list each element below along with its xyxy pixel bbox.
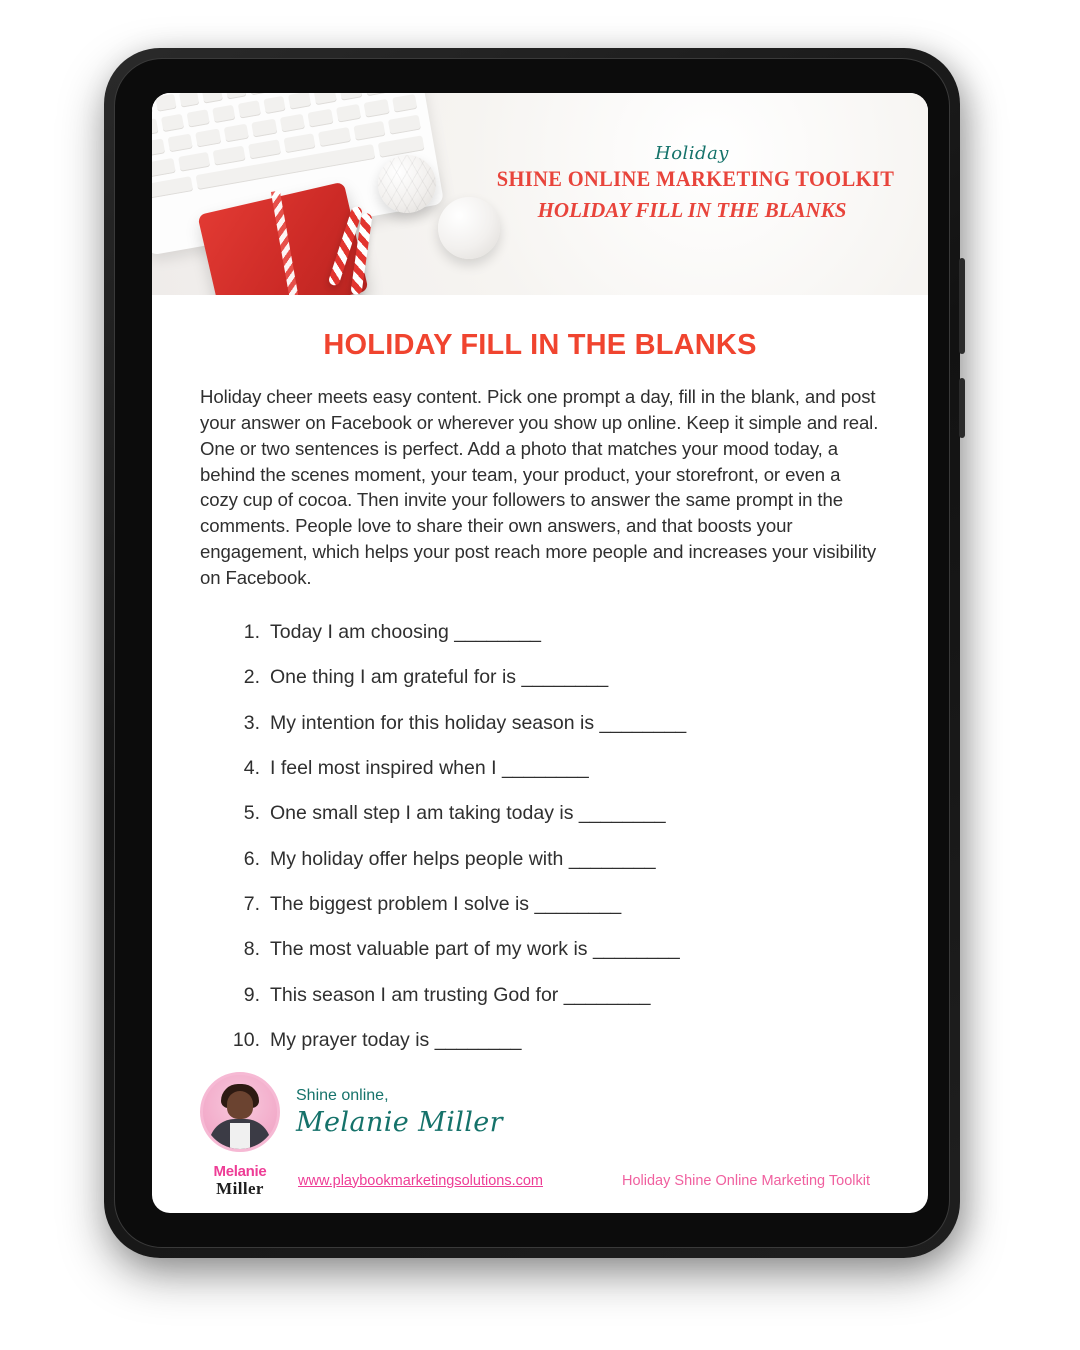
document-footer — [152, 1072, 928, 1213]
white-ornament-icon — [378, 155, 436, 213]
brand-logo-last-name: Miller — [200, 1180, 280, 1197]
power-button[interactable] — [959, 378, 965, 438]
list-item: My holiday offer helps people with ________ — [270, 847, 656, 870]
list-item: My prayer today is ________ — [270, 1029, 522, 1052]
intro-paragraph: Holiday cheer meets easy content. Pick one prompt a day, fill in the blank, and post your answer on Facebook or wherever you show up online. Keep it simple and real. One or two sentences is perfect. Add a photo that matches your mood today, a behind the scenes moment, your team, your product, your storefront, or even a cozy cup of cocoa. Then invite your followers to answer the same prompt in the comments. People love to share their own answers, and that boosts your engagement, which helps your post reach more people and increases your visibility on Facebook. — [200, 386, 879, 588]
list-item: My intention for this holiday season is ________ — [270, 711, 687, 734]
list-item: This season I am trusting God for ________ — [270, 983, 651, 1006]
brand-logo-first-name: Melanie — [213, 1163, 267, 1180]
hero-script-label: Holiday — [655, 143, 729, 164]
footer-toolkit-label: Holiday Shine Online Marketing Toolkit — [622, 1172, 870, 1189]
signature-name: Melanie Miller — [296, 1106, 503, 1138]
footer-bottom-row — [200, 1164, 880, 1197]
avatar — [200, 1072, 280, 1152]
list-item: One small step I am taking today is ________ — [270, 802, 666, 825]
volume-button[interactable] — [959, 258, 965, 354]
document-body — [152, 295, 928, 1053]
hero-subtitle: HOLIDAY FILL IN THE BLANKS — [537, 198, 847, 222]
hero-title-block — [482, 143, 902, 223]
signature-row — [200, 1072, 880, 1152]
list-item: I feel most inspired when I ________ — [270, 756, 589, 779]
hero-main-title: SHINE ONLINE MARKETING TOOLKIT — [496, 166, 895, 191]
page-title: HOLIDAY FILL IN THE BLANKS — [323, 329, 757, 361]
tablet-screen — [152, 93, 928, 1213]
list-item: The most valuable part of my work is ________ — [270, 938, 680, 961]
list-item: Today I am choosing ________ — [270, 620, 542, 643]
list-item: One thing I am grateful for is ________ — [270, 666, 609, 689]
shine-online-label: Shine online, — [296, 1086, 389, 1104]
brand-logo — [200, 1164, 280, 1197]
hero-banner — [152, 93, 928, 295]
signature-text-block — [296, 1087, 503, 1138]
website-link[interactable]: www.playbookmarketingsolutions.com — [298, 1172, 543, 1189]
list-item: The biggest problem I solve is ________ — [270, 893, 622, 916]
prompt-list — [200, 621, 880, 1053]
